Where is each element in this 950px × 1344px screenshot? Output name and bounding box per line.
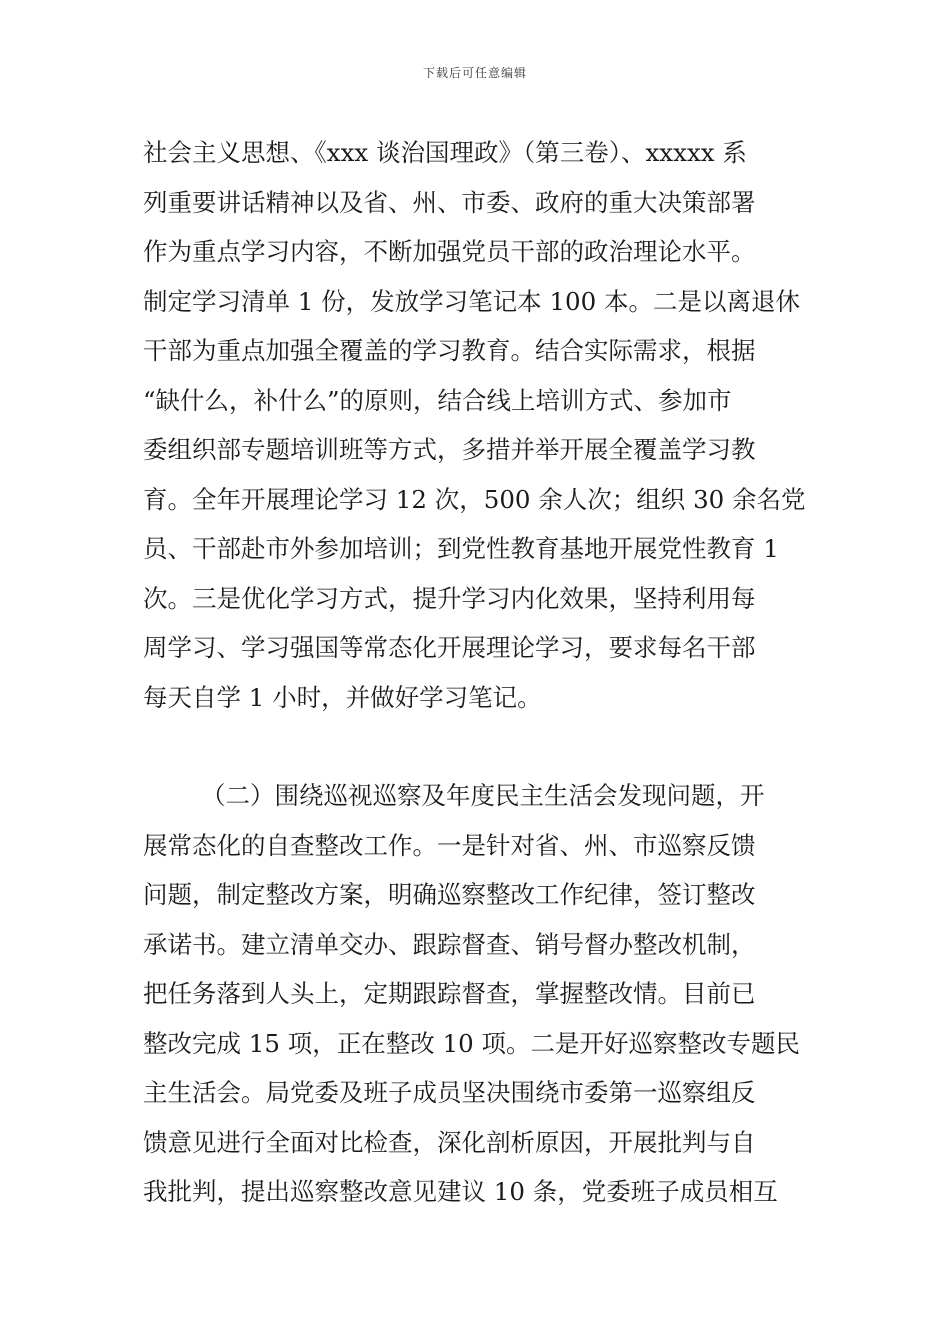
- paragraph-spacer: [143, 722, 808, 771]
- text-line: 承诺书。建立清单交办、跟踪督查、销号督办整改机制，: [143, 929, 756, 959]
- text-line: 我批判，提出巡察整改意见建议 10 条，党委班子成员相互: [143, 1177, 778, 1206]
- text-line: 育。全年开展理论学习 12 次，500 余人次；组织 30 余名党: [143, 484, 806, 514]
- text-line: （二）围绕巡视巡察及年度民主生活会发现问题，开: [201, 781, 765, 810]
- text-line: 展常态化的自查整改工作。一是针对省、州、市巡察反馈: [143, 830, 756, 860]
- page-header: 下载后可任意编辑: [422, 66, 527, 80]
- document-body: [143, 128, 808, 1217]
- text-line: 干部为重点加强全覆盖的学习教育。结合实际需求，根据: [143, 336, 756, 365]
- text-line: 社会主义思想、《xxx 谈治国理政》（第三卷）、xxxxx 系: [143, 138, 747, 167]
- text-line: 员、干部赴市外参加培训；到党性教育基地开展党性教育 1: [143, 534, 779, 563]
- paragraph-study: [143, 128, 808, 722]
- text-line: 制定学习清单 1 份，发放学习笔记本 100 本。二是以离退休: [143, 286, 800, 316]
- text-line: 列重要讲话精神以及省、州、市委、政府的重大决策部署: [143, 187, 756, 217]
- text-line: 主生活会。局党委及班子成员坚决围绕市委第一巡察组反: [143, 1078, 756, 1107]
- text-line: 馈意见进行全面对比检查，深化剖析原因，开展批判与自: [143, 1127, 756, 1157]
- text-line: 问题，制定整改方案，明确巡察整改工作纪律，签订整改: [143, 880, 756, 909]
- text-line: 把任务落到人头上，定期跟踪督查，掌握整改情。目前已: [143, 979, 756, 1008]
- text-line: 作为重点学习内容，不断加强党员干部的政治理论水平。: [143, 237, 756, 266]
- text-line: 整改完成 15 项，正在整改 10 项。二是开好巡察整改专题民: [143, 1028, 800, 1058]
- paragraph-rectification: [143, 771, 808, 1217]
- text-line: 每天自学 1 小时，并做好学习笔记。: [143, 682, 542, 712]
- text-line: 委组织部专题培训班等方式，多措并举开展全覆盖学习教: [143, 435, 756, 464]
- text-line: 周学习、学习强国等常态化开展理论学习，要求每名干部: [143, 633, 756, 662]
- text-line: 次。三是优化学习方式，提升学习内化效果，坚持利用每: [143, 583, 756, 613]
- text-line: “缺什么，补什么”的原则，结合线上培训方式、参加市: [143, 385, 732, 415]
